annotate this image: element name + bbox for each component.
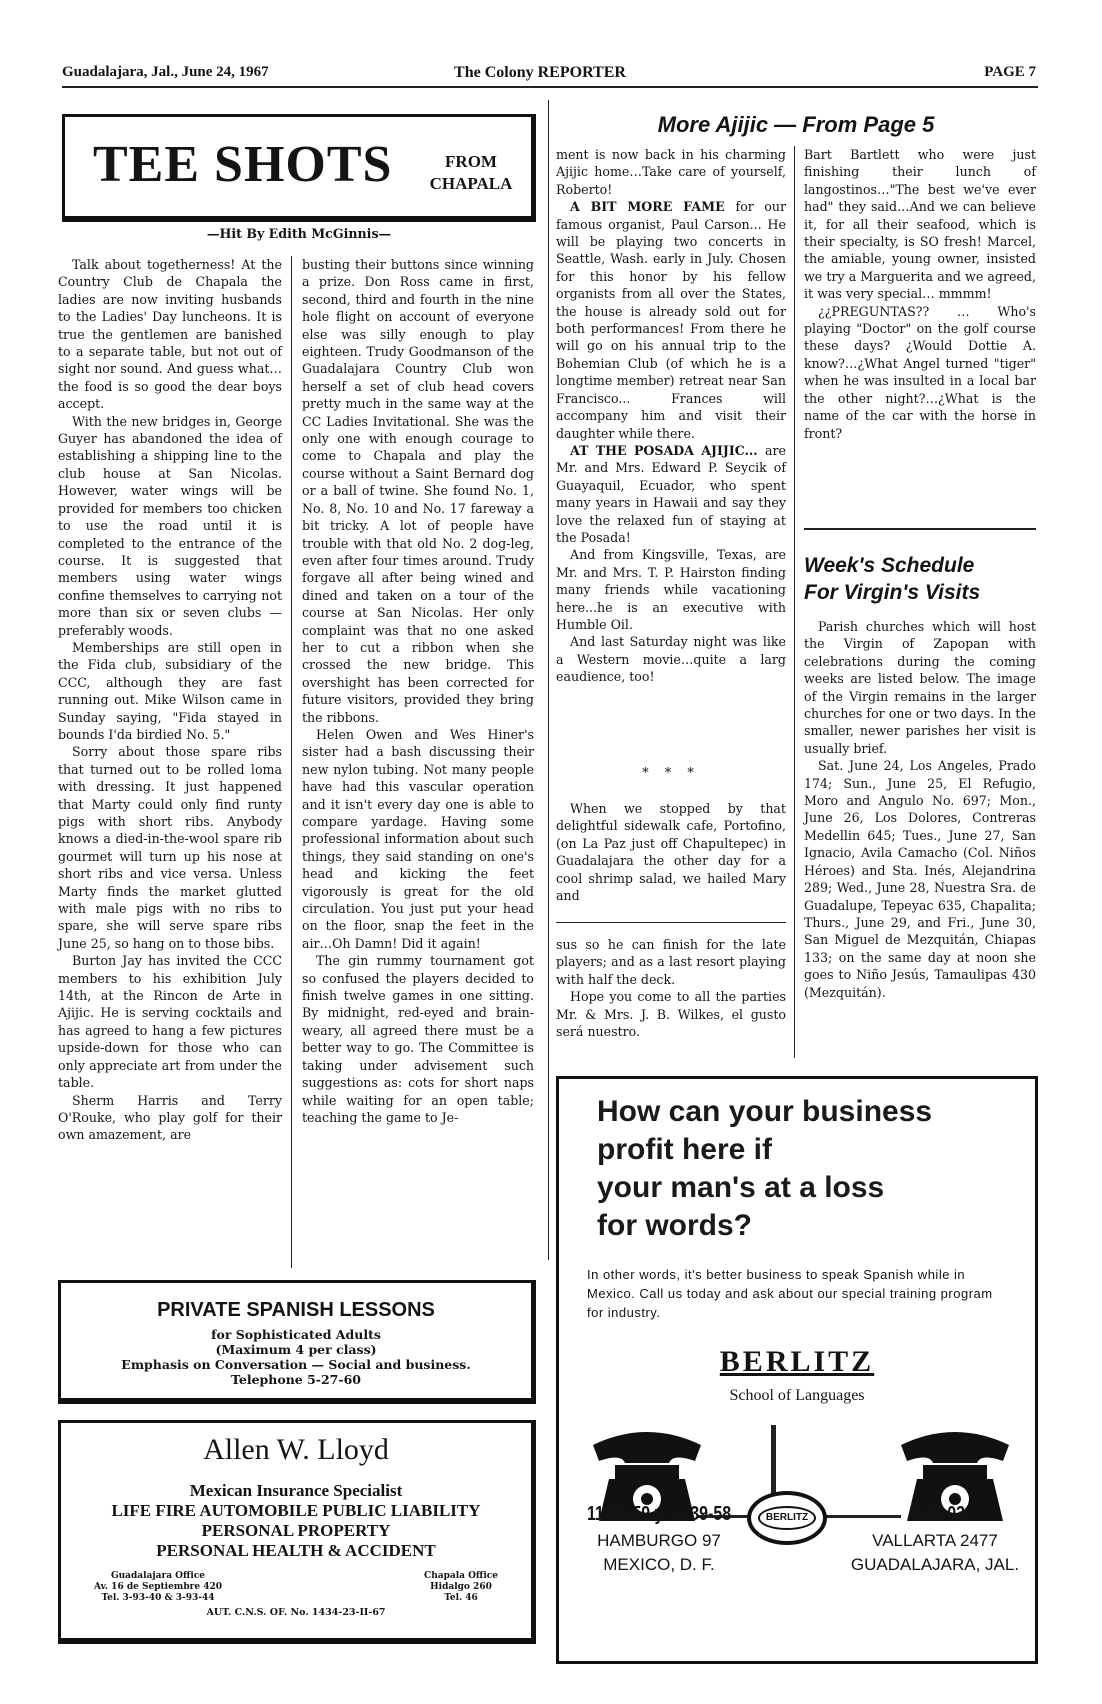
virgin-schedule-heading — [804, 552, 1040, 606]
coverage-line: LIFE FIRE AUTOMOBILE PUBLIC LIABILITY — [111, 1501, 481, 1520]
address-line: GUADALAJARA, JAL. — [850, 1555, 1020, 1574]
tee-shots-from-chapala — [421, 151, 521, 195]
berlitz-seal — [747, 1491, 827, 1545]
column-rule — [291, 256, 292, 1268]
office-heading: Guadalajara Office — [110, 1571, 206, 1581]
office-phone: Tel. 46 — [444, 1593, 478, 1603]
column-rule — [794, 146, 795, 1058]
chapala-label: CHAPALA — [429, 174, 513, 193]
paragraph: When we stopped by that delightful sidewalk cafe, Portofino, (on La Paz just off Chapultepec) in Guadalajara the other day for a cool shrimp salad, we hailed Mary and — [556, 801, 786, 904]
paragraph: And from Kingsville, Texas, are Mr. and Mrs. T. P. Hairston finding many friends while vacationing here...he is an executive with Humble Oil. — [556, 547, 786, 632]
authorization: AUT. C.N.S. OF. No. 1434-23-II-67 — [206, 1607, 386, 1618]
paragraph: Helen Owen and Wes Hiner's sister had a bash discussing their new nylon tubing. Not many people have had this vascular operation and it isn't every day one is able to compare yardage. Having some professional information about such things, they said standing on one's head and kicking the feet vigorously is great for the old circulation. You just put your head on the floor, snap the feet in the air…Oh Damn! Did it again! — [302, 726, 534, 951]
mexico-address — [559, 1529, 759, 1577]
headline-line: for words? — [597, 1209, 752, 1242]
paragraph: Bart Bartlett who were just finishing their lunch of langostinos…"The best we've ever had" they said…And we can believe it, for all their seafood, which is their specialty, is SO fresh! Marcel, the amiable, young owner, insisted we try a Marguerita and we agreed, it was very special… mmmm! — [804, 147, 1036, 302]
guadalajara-office — [849, 1503, 1025, 1526]
section-rule — [804, 528, 1036, 530]
address-line: VALLARTA 2477 — [872, 1531, 998, 1550]
office-phone: Tel. 3-93-40 & 3-93-44 — [101, 1593, 215, 1603]
paragraph: busting their buttons since winning a prize. Don Ross came in first, second, third and fourth in the nine hole flight on account of everyone else was silly enough to play eighteen. Trudy Goodmanson of the Guadalajara Country Club won herself a set of club head covers pretty much in the same way at the CC Ladies Invitational. She was the only one with enough courage to come to Chapala and play the course without a Saint Bernard dog or a ball of twine. She found No. 1, No. 8, No. 10 and No. 17 fareway a bit tricky. A lot of people have trouble with that old No. 2 dog-leg, even after four times around. Trudy forgave all after being wined and dined and taken on a tour of the course at San Nicolas. Her only complaint was that no one asked her to cut a ribbon when she crossed the new bridge. This overshight has been corrected for future visitors, provided they bring the ribbons. — [302, 257, 534, 725]
section-stars: * * * — [642, 766, 700, 781]
masthead-rule — [62, 86, 1038, 88]
ad-line: (Maximum 4 per class) — [215, 1342, 377, 1357]
paragraph: Memberships are still open in the Fida club, subsidiary of the CCC, although they are fast running out. Mike Wilson came in Sunday saying, "Fida stayed in bounds I'da birdied No. 5." — [58, 639, 282, 742]
ad-headline — [597, 1093, 932, 1245]
ad-title: PRIVATE SPANISH LESSONS — [157, 1299, 435, 1321]
berlitz-ad — [556, 1076, 1038, 1664]
chapala-office — [401, 1571, 521, 1604]
guadalajara-phone: 5-85-03 — [909, 1503, 965, 1525]
page-number: PAGE 7 — [984, 64, 1036, 80]
ajijic-column-c — [556, 936, 786, 1040]
address-line: MEXICO, D. F. — [603, 1555, 715, 1574]
paragraph: Parish churches which will host the Virgin of Zapopan with celebrations during the coming weeks are listed below. The image of the Virgin remains in the larger churches for one or two days. In the smaller, newer parishes her visit is usually brief. — [804, 619, 1036, 756]
ad-line: for Sophisticated Adults — [211, 1327, 381, 1342]
paragraph: Sorry about those spare ribs that turned out to be rolled loma with dressing. It just happened that Marty could only find runty pigs with short ribs. Anybody knows a died-in-the-wool spare rib gourmet will turn up his nose at short ribs and vice versa. Unless Marty finds the market glutted with male pigs with no ribs to spare, she will serve spare ribs June 25, so hang on to those bibs. — [58, 744, 282, 951]
paragraph: Burton Jay has invited the CCC members to his exhibition July 14th, at the Rincon de Arte in Ajijic. He is serving cocktails and has agreed to hang a few pictures upside-down for those who can only appreciate art from under the table. — [58, 953, 282, 1091]
paragraph: With the new bridges in, George Guyer has abandoned the idea of establishing a shipping line to the club house at San Nicolas. However, water wings will be provided for members too chicken to use the road until it is completed to the entrance of the course. It is suggested that members using water wings confine themselves to carrying not more than six or seven clubs — preferably woods. — [58, 413, 282, 638]
tee-shots-banner — [62, 114, 536, 222]
paragraph: Hope you come to all the parties Mr. & Mrs. J. B. Wilkes, el gusto será nuestro. — [556, 989, 786, 1040]
ad-line: Telephone 5-27-60 — [231, 1372, 361, 1387]
mexico-phone: 11-39-59 y 11-39-58 — [586, 1503, 732, 1525]
office-address: Av. 16 de Septiembre 420 — [93, 1582, 223, 1592]
paragraph: sus so he can finish for the late players; and as a last resort playing with half the deck. — [556, 937, 786, 987]
paragraph: The gin rummy tournament got so confused the players decided to finish twelve games in one sitting. By midnight, red-eyed and brain-weary, all agreed there must be a better way to go. The Committee is taking under advisement such suggestions as: cots for short naps while waiting for an open table; teaching the game to Je- — [302, 953, 534, 1125]
paragraph: AT THE POSADA AJIJIC... are Mr. and Mrs. Edward P. Seycik of Guayaquil, Ecuador, who spent many years in Hawaii and say they love the relaxed fun of staying at the Posada! — [556, 442, 786, 545]
paragraph: Sherm Harris and Terry O'Rouke, who play golf for their own amazement, are — [58, 1092, 282, 1143]
insurance-ad — [58, 1420, 536, 1644]
headline-line: profit here if — [597, 1133, 773, 1166]
ajijic-column-a — [556, 146, 786, 686]
section-rule — [556, 922, 786, 923]
agent-title: Mexican Insurance Specialist — [189, 1481, 403, 1500]
guadalajara-address — [837, 1529, 1033, 1577]
newspaper-name: The Colony REPORTER — [454, 64, 626, 81]
tee-shots-column-1 — [58, 256, 282, 1144]
agent-name: Allen W. Lloyd — [203, 1433, 389, 1466]
office-heading: Chapala Office — [424, 1571, 498, 1581]
address-line: HAMBURGO 97 — [597, 1531, 721, 1550]
headline-line: your man's at a loss — [597, 1171, 885, 1204]
byline: —Hit By Edith McGinnis— — [206, 226, 392, 241]
spanish-lessons-ad — [58, 1280, 536, 1404]
column-rule — [548, 100, 549, 1260]
heading-line-1: Week's Schedule — [804, 554, 975, 577]
paragraph: And last Saturday night was like a Western movie…quite a larg eaudience, too! — [556, 634, 786, 685]
ajijic-column-b — [556, 800, 786, 904]
mexico-office — [559, 1503, 759, 1526]
virgin-schedule-body — [804, 618, 1036, 1001]
ad-body — [61, 1327, 531, 1387]
coverage-line: PERSONAL PROPERTY — [201, 1521, 391, 1540]
seal-text: BERLITZ — [758, 1506, 816, 1530]
paragraph: ment is now back in his charming Ajijic home…Take care of yourself, Roberto! — [556, 147, 786, 197]
office-address: Hidalgo 260 — [430, 1582, 492, 1592]
tee-shots-title: TEE SHOTS — [93, 136, 393, 193]
ad-body: In other words, it's better business to speak Spanish while in Mexico. Call us today and ask about our special training program for industry. — [587, 1267, 993, 1320]
school-of-languages: School of Languages — [729, 1387, 865, 1404]
more-ajijic-heading: More Ajijic — From Page 5 — [657, 112, 935, 137]
coverage-line: PERSONAL HEALTH & ACCIDENT — [156, 1541, 436, 1560]
heading-line-2: For Virgin's Visits — [804, 581, 981, 604]
paragraph: A BIT MORE FAME for our famous organist, Paul Carson... He will be playing two concerts in Seattle, Wash. early in July. Chosen for this honor by his fellow organists from all over the States, the house is already sold out for both performances! From there he will go on his annual trip to the Bohemian Club (of which he is a longtime member) retreat near San Francisco... Frances will accompany him and visit their daughter while there. — [556, 199, 786, 441]
from-label: FROM — [445, 152, 497, 171]
berlitz-logo: BERLITZ — [719, 1345, 875, 1378]
guadalajara-office — [73, 1571, 243, 1604]
dateline: Guadalajara, Jal., June 24, 1967 — [62, 64, 269, 80]
insurance-lines — [61, 1481, 531, 1561]
ajijic-column-right — [804, 146, 1036, 442]
ad-line: Emphasis on Conversation — Social and business. — [121, 1357, 471, 1372]
headline-line: How can your business — [597, 1095, 933, 1128]
tee-shots-column-2 — [302, 256, 534, 1126]
paragraph: ¿¿PREGUNTAS?? … Who's playing "Doctor" on the golf course these days? ¿Would Dottie A. know?…¿What Angel turned "tiger" when he was insulted in a local bar the other night?…¿What is the name of the car with the horse in front? — [804, 303, 1036, 441]
paragraph: Sat. June 24, Los Angeles, Prado 174; Sun., June 25, El Refugio, Moro and Angulo No. 697; Mon., June 26, Los Dolores, Contreras Medellin 645; Tues., June 27, San Ignacio, Avila Camacho (Col. Niños Héroes) and Sta. Inés, Alejandrina 289; Wed., June 28, Nuestra Sra. de Guadalupe, Tepeyac 635, Chapalita; Thurs., June 29, and Fri., June 30, San Miguel de Mezquitán, Chiapas 133; on the same day at noon she goes to Niño Jesús, Tamaulipas 430 (Mezquitán). — [804, 758, 1036, 1000]
paragraph: Talk about togetherness! At the Country Club de Chapala the ladies are now inviting husbands to the Ladies' Day luncheons. It is true the gentlemen are banished to a separate table, but not out of sight nor sound. And guess what…the food is so good the dear boys accept. — [58, 257, 282, 412]
